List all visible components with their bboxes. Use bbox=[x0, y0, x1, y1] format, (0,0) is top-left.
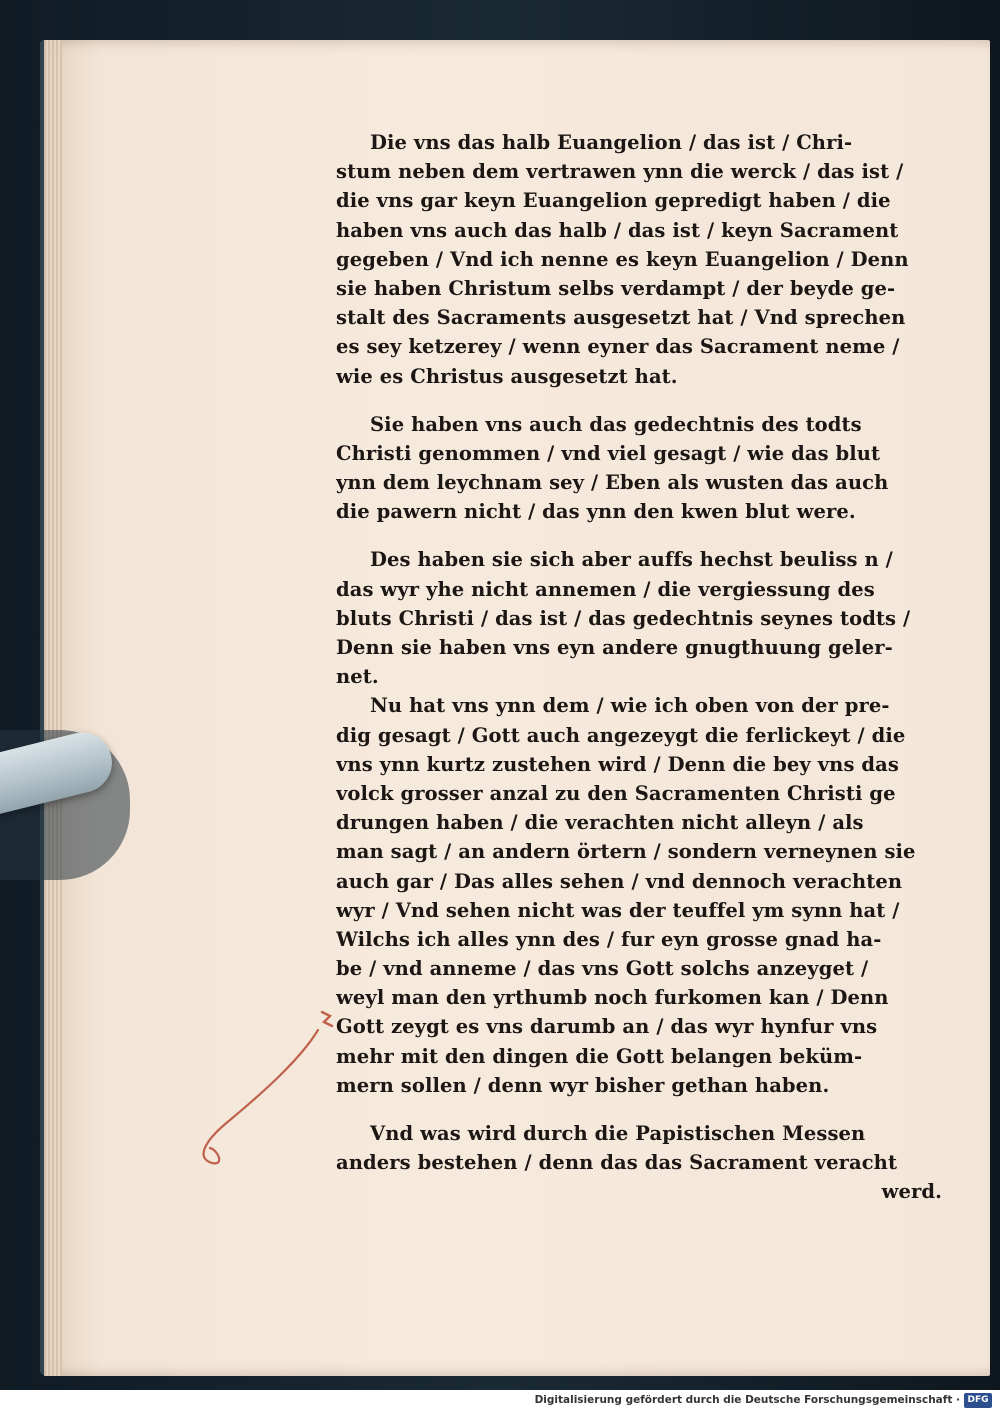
text-line: volck grosser anzal zu den Sacramenten Christi ge bbox=[336, 781, 896, 805]
text-line: sie haben Christum selbs verdampt / der beyde ge- bbox=[336, 276, 896, 300]
text-line: es sey ketzerey / wenn eyner das Sacrament neme / bbox=[336, 335, 900, 359]
text-line: wie es Christus ausgesetzt hat. bbox=[336, 364, 678, 388]
red-pencil-margin-mark-icon bbox=[190, 1000, 350, 1170]
text-line: stalt des Sacraments ausgesetzt hat / Vnd sprechen bbox=[336, 306, 906, 330]
text-line: Denn sie haben vns eyn andere gnugthuung geler- bbox=[336, 636, 893, 659]
text-line: auch gar / Das alles sehen / vnd dennoch verachten bbox=[336, 869, 903, 893]
paragraph-1 bbox=[336, 128, 942, 391]
text-line: man sagt / an andern örtern / sondern verneynen sie bbox=[336, 840, 916, 864]
text-line: gegeben / Vnd ich nenne es keyn Euangelion / Denn bbox=[336, 247, 909, 271]
funding-credit: Digitalisierung gefördert durch die Deutsche Forschungsgemeinschaft · bbox=[534, 1394, 960, 1406]
text-line: Nu hat vns ynn dem / wie ich oben von der pre- bbox=[370, 694, 890, 718]
text-line: dig gesagt / Gott auch angezeygt die ferlickeyt / die bbox=[336, 723, 906, 747]
paragraph-3 bbox=[336, 545, 942, 691]
paragraph-2 bbox=[336, 410, 942, 527]
text-line: haben vns auch das halb / das ist / keyn Sacrament bbox=[336, 218, 899, 242]
digitization-footer bbox=[0, 1390, 1000, 1412]
text-line: die pawern nicht / das ynn den kwen blut were. bbox=[336, 500, 856, 524]
text-line: mehr mit den dingen die Gott belangen beküm- bbox=[336, 1044, 863, 1068]
paragraph-5 bbox=[336, 1119, 942, 1207]
page-text bbox=[336, 128, 942, 1226]
text-line: mern sollen / denn wyr bisher gethan haben. bbox=[336, 1073, 830, 1097]
text-line: Des haben sie sich aber auffs hechst beuliss n / bbox=[370, 548, 893, 572]
text-line: wyr / Vnd sehen nicht was der teuffel ym synn hat / bbox=[336, 898, 900, 922]
text-line: vns ynn kurtz zustehen wird / Denn die bey vns das bbox=[336, 752, 899, 776]
paragraph-4 bbox=[336, 691, 942, 1100]
text-line: be / vnd anneme / das vns Gott solchs anzeyget / bbox=[336, 957, 869, 981]
page-edge-leaves bbox=[44, 40, 62, 1376]
text-line: net. bbox=[336, 665, 379, 689]
text-line: drungen haben / die verachten nicht alleyn / als bbox=[336, 811, 864, 835]
text-line: bluts Christi / das ist / das gedechtnis seynes todts / bbox=[336, 606, 911, 630]
text-line: stum neben dem vertrawen ynn die werck / das ist / bbox=[336, 160, 904, 184]
text-line-final: werd. bbox=[881, 1180, 942, 1204]
text-line: Christi genommen / vnd viel gesagt / wie das blut bbox=[336, 441, 881, 465]
text-line: ynn dem leychnam sey / Eben als wusten das auch bbox=[336, 471, 889, 495]
text-line: Gott zeygt es vns darumb an / das wyr hynfur vns bbox=[336, 1015, 878, 1039]
text-line: Vnd was wird durch die Papistischen Messen bbox=[370, 1122, 866, 1145]
dfg-logo-icon: DFG bbox=[964, 1393, 992, 1408]
text-line: anders bestehen / denn das das Sacrament veracht bbox=[336, 1151, 898, 1175]
text-line: Wilchs ich alles ynn des / fur eyn grosse gnad ha- bbox=[336, 927, 882, 951]
text-line: Sie haben vns auch das gedechtnis des todts bbox=[370, 412, 862, 436]
text-line: die vns gar keyn Euangelion gepredigt haben / die bbox=[336, 189, 891, 213]
text-line: Die vns das halb Euangelion / das ist / Chri- bbox=[370, 131, 853, 154]
text-line: weyl man den yrthumb noch furkomen kan / Denn bbox=[336, 986, 889, 1010]
text-line: das wyr yhe nicht annemen / die vergiessung des bbox=[336, 577, 875, 601]
